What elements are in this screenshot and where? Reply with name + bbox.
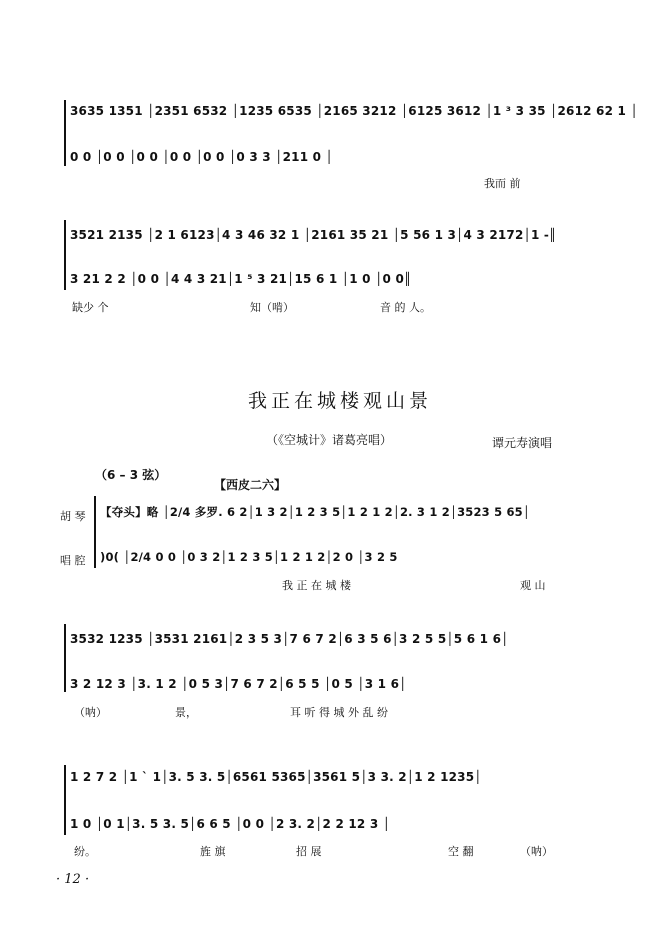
system2-lyrics-a: 缺少 个 bbox=[72, 301, 109, 314]
system4-lyrics-a: （呐） bbox=[74, 706, 107, 719]
system3-lyrics-b: 观 山 bbox=[520, 579, 546, 592]
system5-lower-staff: 1 0 │0 1│3. 5 3. 5│6 6 5 │0 0 │2 3. 2│2 2 12 3 │ bbox=[70, 817, 391, 831]
system5-lyrics-b: 旌 旗 bbox=[200, 845, 226, 858]
system3-lyrics-a: 我 正 在 城 楼 bbox=[282, 579, 351, 592]
system-bracket bbox=[64, 624, 66, 692]
system3-upper-staff: 【夺头】略 │2/4 多罗. 6 2│1 3 2│1 2 3 5│1 2 1 2│2. 3 1 2│3523 5 65│ bbox=[100, 505, 531, 519]
part-label-changqiang: 唱 腔 bbox=[60, 554, 86, 567]
system5-lyrics-e: （呐） bbox=[520, 845, 553, 858]
system5-upper-staff: 1 2 7 2 │1 ˋ 1│3. 5 3. 5│6561 5365│3561 5│3 3. 2│1 2 1235│ bbox=[70, 770, 482, 784]
key-marking: （6 – 3 弦） bbox=[95, 468, 167, 482]
system-bracket bbox=[64, 100, 66, 166]
system-bracket bbox=[64, 220, 66, 290]
singer-credit: 谭元寿演唱 bbox=[492, 436, 553, 450]
system5-lyrics-c: 招 展 bbox=[296, 845, 322, 858]
system3-lower-staff: )0( │2/4 0 0 │0 3 2│1 2 3 5│1 2 1 2│2 0 │3 2 5 bbox=[100, 550, 398, 564]
system5-lyrics-d: 空 翻 bbox=[448, 845, 474, 858]
song-title: 我正在城楼观山景 bbox=[248, 390, 433, 412]
system4-lower-staff: 3 2 12 3 │3. 1 2 │0 5 3│7 6 7 2│6 5 5 │0 5 │3 1 6│ bbox=[70, 677, 407, 691]
system4-lyrics-b: 景， bbox=[175, 706, 197, 719]
system2-lower-staff: 3 21 2 2 │0 0 │4 4 3 21│1 ⁵ 3 21│15 6 1 │1 0 │0 0║ bbox=[70, 272, 412, 286]
system5-lyrics-a: 纷。 bbox=[74, 845, 96, 858]
part-label-huqin: 胡 琴 bbox=[60, 510, 86, 523]
system2-lyrics-c: 音 的 人。 bbox=[380, 301, 431, 314]
system1-lyrics: 我而 前 bbox=[484, 177, 521, 190]
system-bracket bbox=[94, 496, 96, 568]
system2-lyrics-b: 知（啃） bbox=[250, 301, 294, 314]
system4-upper-staff: 3532 1235 │3531 2161│2 3 5 3│7 6 7 2│6 3 5 6│3 2 5 5│5 6 1 6│ bbox=[70, 632, 509, 646]
system1-upper-staff: 3635 1351 │2351 6532 │1235 6535 │2165 3212 │6125 3612 │1 ³ 3 35 │2612 62 1 │ bbox=[70, 104, 638, 118]
song-subtitle: （《空城计》诸葛亮唱） bbox=[266, 433, 393, 447]
system-bracket bbox=[64, 765, 66, 835]
page-number: · 12 · bbox=[56, 872, 90, 887]
system2-upper-staff: 3521 2135 │2 1 6123│4 3 46 32 1 │2161 35 21 │5 56 1 3│4 3 2172│1 -║ bbox=[70, 228, 557, 242]
system4-lyrics-c: 耳 听 得 城 外 乱 纷 bbox=[290, 706, 388, 719]
mode-marking: 【西皮二六】 bbox=[214, 478, 287, 492]
system1-lower-staff: 0 0 │0 0 │0 0 │0 0 │0 0 │0 3 3 │211 0 │ bbox=[70, 150, 333, 164]
